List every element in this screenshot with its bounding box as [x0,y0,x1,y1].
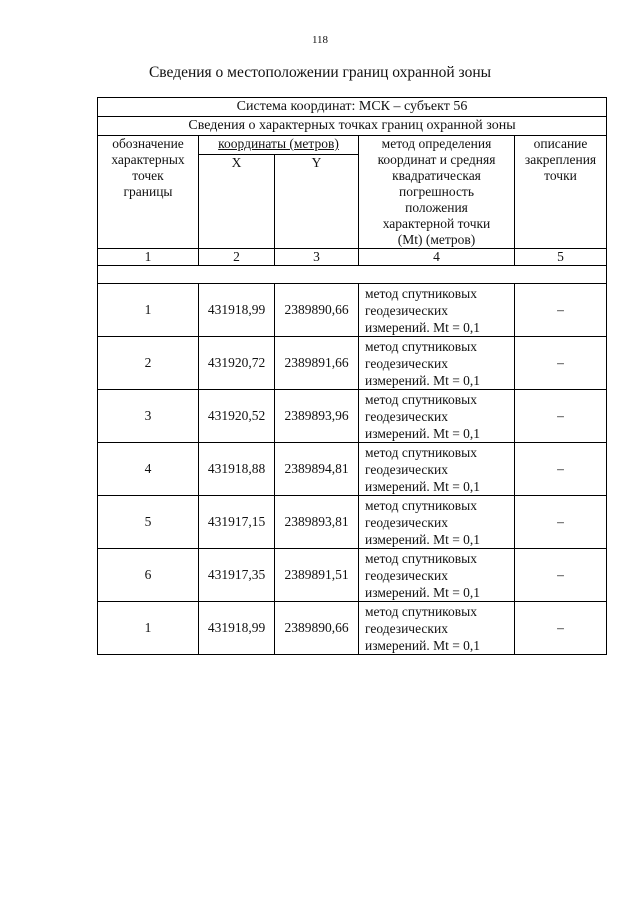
description-cell: – [515,390,607,443]
point-cell: 5 [98,496,199,549]
document-title: Сведения о местоположении границ охранной зоны [148,64,492,81]
cell-line: измерений. Mt = 0,1 [365,425,481,441]
description-cell: – [515,496,607,549]
header-description [515,136,607,249]
cell-line: описание [533,136,588,151]
cell-line: погрешность [398,184,474,199]
point-cell: 1 [98,284,199,337]
point-cell: 3 [98,390,199,443]
method-cell [359,443,515,496]
cell-line: границы [123,184,173,199]
column-number: 3 [275,249,359,266]
cell-line: координат и средняя [377,152,496,167]
column-number: 5 [515,249,607,266]
cell-line: измерений. Mt = 0,1 [365,584,481,600]
cell-line: геодезических [365,408,448,424]
cell-line: метод спутниковых [365,603,477,619]
column-number: 2 [199,249,275,266]
table-row [98,284,607,337]
cell-line: метод определения [381,136,492,151]
empty-separator-row [98,266,607,284]
method-cell [359,284,515,337]
cell-line: геодезических [365,514,448,530]
section-heading-row [98,117,607,136]
y-coordinate-cell: 2389890,66 [275,284,359,337]
point-cell: 1 [98,602,199,655]
cell-line: метод спутниковых [365,391,477,407]
header-method [359,136,515,249]
table-row [98,496,607,549]
description-cell: – [515,337,607,390]
empty-separator-cell [98,266,607,284]
column-header-row [98,136,607,155]
cell-line: измерений. Mt = 0,1 [365,372,481,388]
cell-line: метод спутниковых [365,497,477,513]
cell-line: геодезических [365,461,448,477]
x-coordinate-cell: 431918,88 [199,443,275,496]
cell-line: закрепления [524,152,597,167]
table-row [98,549,607,602]
description-cell: – [515,549,607,602]
method-cell [359,390,515,443]
cell-line: измерений. Mt = 0,1 [365,319,481,335]
y-coordinate-cell: 2389893,96 [275,390,359,443]
cell-line: метод спутниковых [365,285,477,301]
header-point-designation [98,136,199,249]
cell-line: точки [544,168,577,183]
cell-line: квадратическая [392,168,481,183]
coordinate-system-row [98,98,607,117]
coordinate-system-cell: Система координат: МСК – субъект 56 [98,98,607,117]
x-coordinate-cell: 431917,15 [199,496,275,549]
cell-line: геодезических [365,620,448,636]
boundary-points-table [97,97,607,655]
x-coordinate-cell: 431918,99 [199,602,275,655]
cell-line: измерений. Mt = 0,1 [365,637,481,653]
table-row [98,602,607,655]
point-cell: 4 [98,443,199,496]
table-row [98,443,607,496]
column-number: 4 [359,249,515,266]
x-coordinate-cell: 431920,52 [199,390,275,443]
page-number: 118 [311,34,329,46]
cell-line: геодезических [365,302,448,318]
cell-line: положения [405,200,468,215]
column-number-row [98,249,607,266]
header-coordinates-group [199,136,359,155]
x-coordinate-cell: 431917,35 [199,549,275,602]
cell-line: геодезических [365,567,448,583]
cell-line: измерений. Mt = 0,1 [365,531,481,547]
cell-line: метод спутниковых [365,444,477,460]
description-cell: – [515,443,607,496]
header-x: X [199,155,275,249]
x-coordinate-cell: 431920,72 [199,337,275,390]
description-cell: – [515,602,607,655]
cell-line: характерных [111,152,185,167]
cell-line: метод спутниковых [365,338,477,354]
method-cell [359,602,515,655]
y-coordinate-cell: 2389893,81 [275,496,359,549]
method-cell [359,337,515,390]
y-coordinate-cell: 2389890,66 [275,602,359,655]
cell-line: геодезических [365,355,448,371]
cell-line: характерной точки [382,216,491,231]
cell-line: метод спутниковых [365,550,477,566]
point-cell: 6 [98,549,199,602]
y-coordinate-cell: 2389894,81 [275,443,359,496]
table-row [98,390,607,443]
cell-line: измерений. Mt = 0,1 [365,478,481,494]
method-cell [359,549,515,602]
section-heading-cell: Сведения о характерных точках границ охранной зоны [98,117,607,136]
cell-line: (Mt) (метров) [397,232,476,247]
header-y: Y [275,155,359,249]
y-coordinate-cell: 2389891,66 [275,337,359,390]
header-coordinates-label: координаты (метров) [218,136,339,151]
column-number: 1 [98,249,199,266]
cell-line: обозначение [112,136,184,151]
x-coordinate-cell: 431918,99 [199,284,275,337]
table-row [98,337,607,390]
description-cell: – [515,284,607,337]
point-cell: 2 [98,337,199,390]
y-coordinate-cell: 2389891,51 [275,549,359,602]
cell-line: точек [132,168,164,183]
method-cell [359,496,515,549]
